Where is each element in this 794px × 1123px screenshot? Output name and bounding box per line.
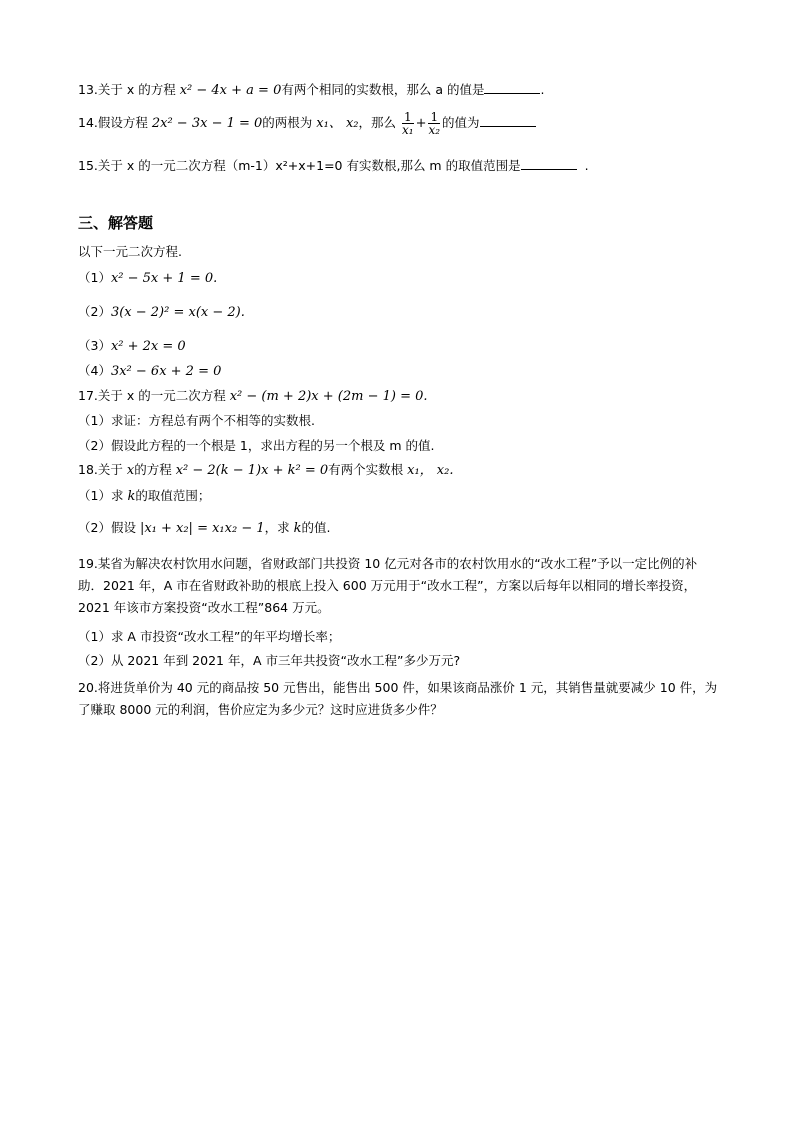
q15-text: 15.关于 x 的一元二次方程（m-1）x²+x+1=0 有实数根,那么 m 的取值范围是 — [78, 158, 521, 173]
q14-prefix: 14.假设方程 — [78, 115, 152, 130]
q18-prefix: 18.关于 — [78, 462, 127, 477]
q18-part-2 — [78, 520, 330, 537]
q17-prefix: 17.关于 x 的一元二次方程 — [78, 388, 230, 403]
q14-fraction-2 — [428, 111, 440, 136]
q18-part2-mid: ，求 — [264, 520, 294, 535]
q18-part1-prefix: （1）求 — [78, 488, 128, 503]
q14-answer-blank[interactable] — [480, 113, 536, 127]
q14-frac2-numerator: 1 — [430, 110, 439, 124]
q16-item-2 — [78, 304, 245, 321]
q15-end: . — [584, 158, 589, 173]
question-15 — [78, 156, 589, 174]
q13-answer-blank[interactable] — [484, 80, 540, 94]
q18-part1-suffix: 的取值范围； — [135, 488, 211, 503]
q13-end: . — [540, 82, 545, 97]
q18-part2-suffix: 的值. — [301, 520, 331, 535]
q16-item-label: （3） — [78, 338, 111, 353]
q14-frac1-numerator: 1 — [403, 110, 412, 124]
q16-item-1 — [78, 270, 217, 287]
q16-item-label: （2） — [78, 304, 111, 319]
q16-item-4 — [78, 363, 221, 380]
q14-roots: x₁、 x₂ — [316, 116, 359, 131]
q16-item-math: 3(x − 2)² = x(x − 2). — [110, 305, 245, 320]
q16-item-math: x² + 2x = 0 — [110, 339, 186, 354]
q14-fraction-1 — [402, 111, 414, 136]
q14-mid1: 的两根为 — [262, 115, 317, 130]
question-20: 20.将进货单价为 40 元的商品按 50 元售出，能售出 500 件，如果该商品涨价 1 元，其销售量就要减少 10 件，为了赚取 8000 元的利润，售价应定为多少元？这时应进货多少件？ — [78, 680, 718, 717]
q18-suffix: 有两个实数根 — [328, 462, 408, 477]
q18-part1-var: k — [127, 489, 136, 504]
question-19: 19.某省为解决农村饮用水问题，省财政部门共投资 10 亿元对各市的农村饮用水的“改水工程”予以一定比例的补助．2021 年，A 市在省财政补助的根底上投入 600 万元用于“改水工程”，方案以后每年以相同的增长率投资，2021 年该市方案投资“改水工程”864 万元。 — [78, 556, 698, 615]
q13-prefix: 13.关于 x 的方程 — [78, 82, 180, 97]
q16-item-label: （4） — [78, 363, 111, 378]
q13-equation: x² − 4x + a = 0 — [179, 83, 282, 98]
q13-suffix: 有两个相同的实数根，那么 a 的值是 — [281, 82, 485, 97]
q16-item-math: 3x² − 6x + 2 = 0 — [110, 364, 222, 379]
q18-roots: x₁， x₂. — [407, 463, 454, 478]
q18-part2-math: |x₁ + x₂| = x₁x₂ − 1 — [139, 521, 265, 536]
q18-part-1 — [78, 488, 210, 505]
q14-frac1-denominator: x₁ — [401, 123, 414, 137]
question-17 — [78, 388, 428, 405]
question-18 — [78, 462, 453, 479]
q18-var: x — [126, 463, 135, 478]
q15-answer-blank[interactable] — [521, 156, 577, 170]
q18-mid: 的方程 — [134, 462, 176, 477]
question-13 — [78, 80, 544, 99]
q14-equation: 2x² − 3x − 1 = 0 — [151, 116, 263, 131]
q17-part-1: （1）求证：方程总有两个不相等的实数根. — [78, 413, 315, 428]
q18-part2-prefix: （2）假设 — [78, 520, 140, 535]
q14-plus: + — [415, 116, 427, 131]
q19-part-1: （1）求 A 市投资“改水工程”的年平均增长率； — [78, 629, 341, 644]
q16-item-3 — [78, 338, 186, 355]
q18-part2-var: k — [293, 521, 302, 536]
q14-frac2-denominator: x₂ — [428, 123, 441, 137]
q19-part-2: （2）从 2021 年到 2021 年，A 市三年共投资“改水工程”多少万元? — [78, 653, 461, 668]
q18-equation: x² − 2(k − 1)x + k² = 0 — [175, 463, 329, 478]
section-heading: 三、解答题 — [78, 214, 154, 232]
q16-item-math: x² − 5x + 1 = 0. — [110, 271, 218, 286]
q17-equation: x² − (m + 2)x + (2m − 1) = 0. — [229, 389, 428, 404]
q17-part-2: （2）假设此方程的一个根是 1，求出方程的另一个根及 m 的值. — [78, 438, 435, 453]
q14-suffix: 的值为 — [442, 115, 480, 130]
q16-item-label: （1） — [78, 270, 111, 285]
q16-intro: 以下一元二次方程. — [78, 244, 182, 259]
question-14 — [78, 110, 536, 137]
q14-mid2: ，那么 — [358, 115, 400, 130]
